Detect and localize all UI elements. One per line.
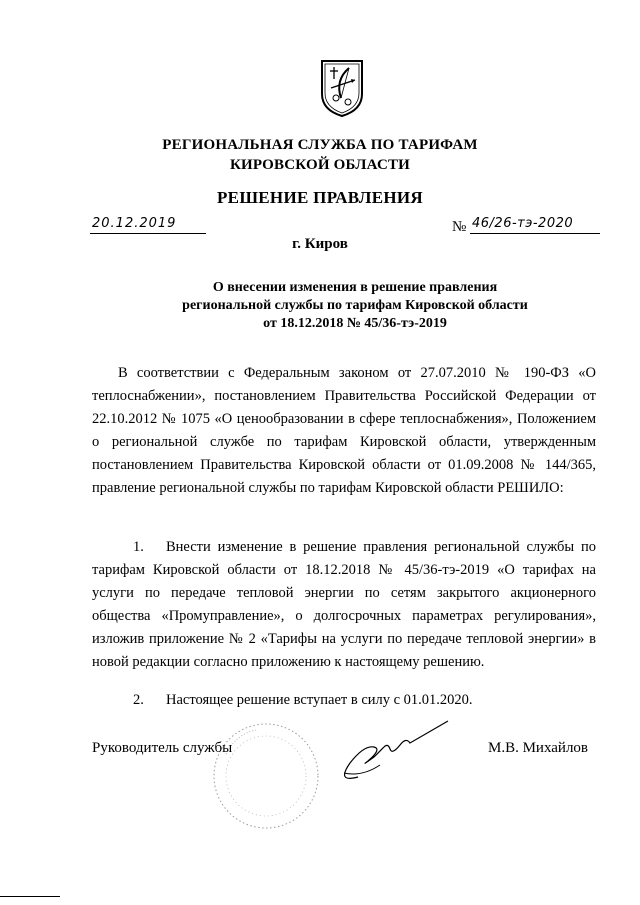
date-underline	[90, 233, 206, 234]
decision-item-1	[92, 536, 596, 674]
intro-paragraph	[92, 362, 596, 500]
subject-line1: О внесении изменения в решение правления	[212, 280, 498, 295]
item-text: Внести изменение в решение правления региональной службы по тарифам Кировской области от 18.12.2018 № 45/36-тэ-2019 «О тарифах на услуги по передаче тепловой энергии по сетям закрытого акционерного общества «Промуправление», о долгосрочных параметрах регулирования», изложив приложение № 2 «Тарифы на услуги по передаче тепловой энергии» в новой редакции согласно приложению к настоящему решению.	[92, 539, 596, 670]
document-date: 20.12.2019	[92, 216, 177, 231]
document-number: 46/26-тэ-2020	[472, 216, 574, 231]
handwritten-signature-icon	[330, 717, 460, 787]
item-number: 1.	[133, 539, 144, 555]
kirov-coat-of-arms-icon	[319, 58, 365, 118]
document-subject	[0, 279, 640, 333]
subject-line3: от 18.12.2018 № 45/36-тэ-2019	[263, 316, 447, 331]
organization-name-line1: РЕГИОНАЛЬНАЯ СЛУЖБА ПО ТАРИФАМ	[162, 137, 478, 153]
round-stamp-icon	[196, 714, 326, 834]
decision-item-2	[133, 689, 593, 712]
number-sign: №	[452, 219, 467, 235]
signatory-name: М.В. Михайлов	[488, 740, 589, 756]
organization-name-line2: КИРОВСКОЙ ОБЛАСТИ	[229, 157, 411, 173]
intro-text: В соответствии с Федеральным законом от 27.07.2010 № 190-ФЗ «О теплоснабжении», постановлением Правительства Российской Федерации от 22.10.2012 № 1075 «О ценообразовании в сфере теплоснабжения», Положением о региональной службе по тарифам Кировской области, утвержденным постановлением Правительства Кировской области от 01.09.2008 № 144/365, правление региональной службы по тарифам Кировской области	[92, 365, 596, 496]
signatory-role: Руководитель службы	[92, 740, 233, 756]
subject-line2: региональной службы по тарифам Кировской области	[182, 298, 528, 313]
city-name: г. Киров	[292, 236, 348, 252]
item-text: Настоящее решение вступает в силу с 01.01.2020.	[166, 692, 473, 708]
number-underline	[470, 233, 600, 234]
document-title: РЕШЕНИЕ ПРАВЛЕНИЯ	[217, 188, 423, 207]
page-edge-mark	[0, 896, 60, 897]
item-number: 2.	[133, 692, 144, 708]
decision-word: РЕШИЛО:	[497, 480, 564, 496]
